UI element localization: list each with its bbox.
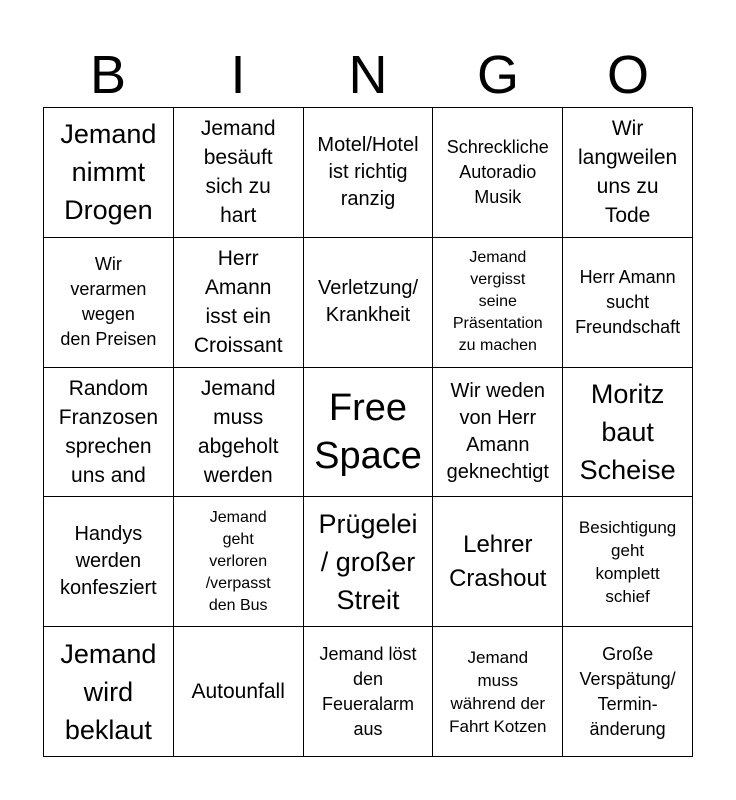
cell-text: Jemand geht verloren /verpasst den Bus: [205, 508, 271, 614]
header-letter-b: B: [89, 45, 127, 105]
bingo-cell[interactable]: [44, 108, 174, 238]
bingo-cell[interactable]: [433, 627, 563, 757]
header-letter-g: G: [476, 45, 519, 105]
bingo-cell[interactable]: [174, 108, 304, 238]
bingo-cell[interactable]: [304, 108, 434, 238]
cell-text: Prügelei / großer Streit: [318, 508, 418, 615]
cell-text: Motel/Hotel ist richtig ranzig: [317, 133, 419, 210]
cell-text: Moritz baut Scheise: [579, 378, 676, 485]
bingo-cell[interactable]: [174, 497, 304, 627]
cell-text: Wir langweilen uns zu Tode: [577, 117, 678, 228]
cell-text: Jemand löst den Feueralarm aus: [319, 643, 417, 739]
free-space-cell[interactable]: [304, 368, 434, 498]
cell-text: Jemand muss während der Fahrt Kotzen: [449, 647, 547, 736]
cell-text: Lehrer Crashout: [449, 530, 547, 592]
cell-text: Autounfall: [191, 680, 285, 704]
bingo-cell[interactable]: [174, 627, 304, 757]
bingo-cell[interactable]: [433, 368, 563, 498]
cell-text: Random Franzosen sprechen uns and: [58, 376, 158, 487]
cell-text: Jemand wird beklaut: [60, 638, 157, 745]
cell-text: Jemand besäuft sich zu hart: [200, 117, 276, 228]
cell-text: Wir verarmen wegen den Preisen: [60, 254, 157, 350]
bingo-cell[interactable]: [174, 238, 304, 368]
bingo-cell[interactable]: [433, 497, 563, 627]
header-letter-o: O: [606, 45, 649, 105]
bingo-cell[interactable]: [304, 497, 434, 627]
bingo-cell[interactable]: [44, 238, 174, 368]
bingo-cell[interactable]: [433, 238, 563, 368]
bingo-cell[interactable]: [563, 368, 693, 498]
bingo-grid: [43, 107, 693, 757]
cell-text: Herr Amann sucht Freundschaft: [575, 266, 681, 337]
bingo-header: [43, 42, 693, 108]
header-letter-n: N: [348, 45, 388, 105]
bingo-cell[interactable]: [44, 497, 174, 627]
cell-text: Jemand vergisst seine Präsentation zu machen: [452, 249, 543, 355]
bingo-cell[interactable]: [563, 497, 693, 627]
bingo-cell[interactable]: [304, 238, 434, 368]
cell-text: Jemand muss abgeholt werden: [197, 376, 279, 487]
bingo-cell[interactable]: [563, 627, 693, 757]
bingo-cell[interactable]: [563, 238, 693, 368]
bingo-cell[interactable]: [174, 368, 304, 498]
cell-text: Große Verspätung/ Termin- änderung: [579, 643, 676, 739]
cell-text: Wir weden von Herr Amann geknechtigt: [446, 379, 549, 483]
cell-text: Verletzung/ Krankheit: [317, 277, 419, 327]
cell-text: Besichtigung geht komplett schief: [578, 517, 677, 606]
cell-text: Schreckliche Autoradio Musik: [446, 136, 549, 207]
bingo-cell[interactable]: [44, 627, 174, 757]
cell-text: Free Space: [314, 386, 422, 477]
cell-text: Jemand nimmt Drogen: [60, 119, 157, 226]
header-letter-i: I: [230, 45, 246, 105]
cell-text: Handys werden konfesziert: [60, 523, 157, 600]
cell-text: Herr Amann isst ein Croissant: [193, 247, 283, 358]
bingo-cell[interactable]: [563, 108, 693, 238]
bingo-cell[interactable]: [44, 368, 174, 498]
bingo-cell[interactable]: [304, 627, 434, 757]
bingo-cell[interactable]: [433, 108, 563, 238]
